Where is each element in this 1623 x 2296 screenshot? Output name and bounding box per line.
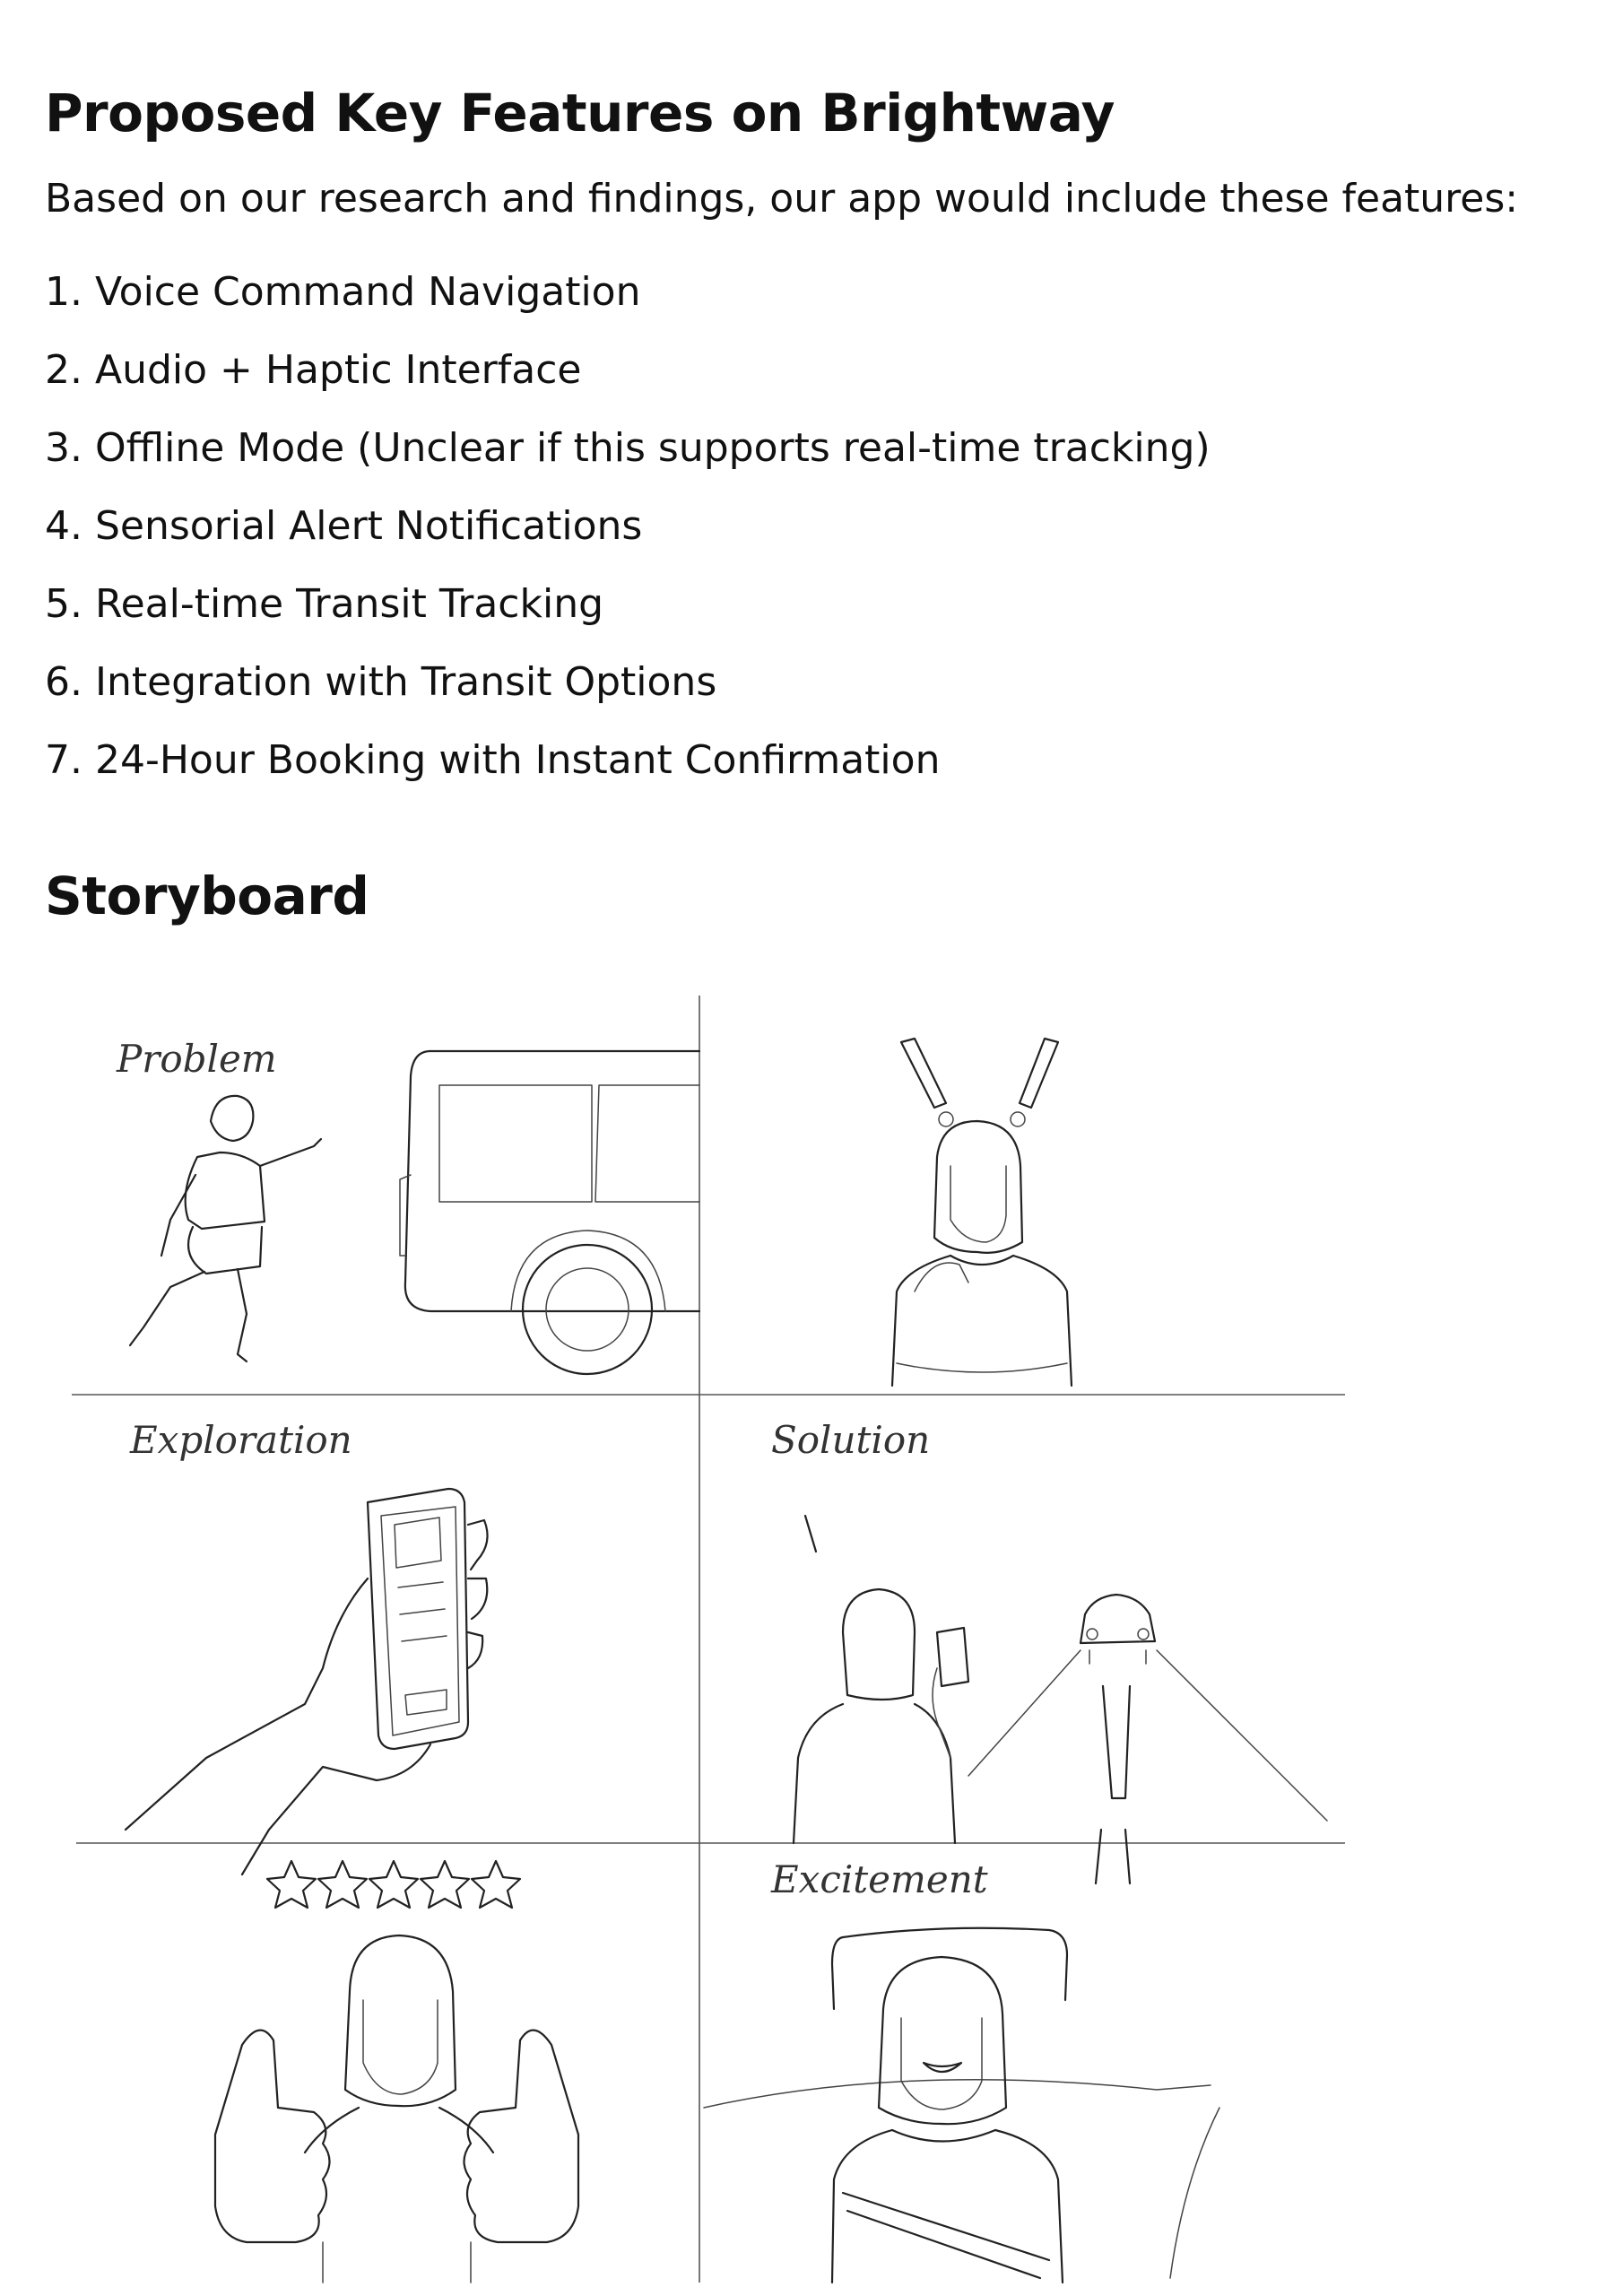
feature-item: 6. Integration with Transit Options (45, 659, 717, 705)
rating-star-icon (369, 1861, 418, 1908)
panel-problem (116, 1037, 699, 1374)
rating-star-icon (472, 1861, 520, 1908)
feature-item: 3. Offline Mode (Unclear if this supports real-time tracking) (45, 425, 1211, 471)
panel-label-exploration: Exploration (130, 1418, 352, 1462)
rating-star-icon (318, 1861, 367, 1908)
page-title: Proposed Key Features on Brightway (45, 83, 1115, 144)
storyboard-drawing (54, 987, 1363, 2287)
person-thinking-sketch (892, 1121, 1072, 1386)
feature-item: 2. Audio + Haptic Interface (45, 347, 582, 393)
feature-item: 5. Real-time Transit Tracking (45, 581, 604, 627)
panel-label-solution: Solution (771, 1418, 931, 1462)
rating-stars (267, 1861, 520, 1908)
phone-in-hand-sketch (126, 1489, 488, 1874)
bus-sketch (400, 1051, 699, 1374)
alert-markers-sketch (901, 1039, 1058, 1126)
storyboard-heading: Storyboard (45, 865, 369, 926)
running-person-sketch (130, 1096, 321, 1361)
feature-item: 1. Voice Command Navigation (45, 269, 641, 315)
panel-exploration (126, 1418, 488, 1874)
panel-waiting (892, 1039, 1072, 1386)
person-thumbs-up-sketch (215, 1935, 578, 2283)
rating-star-icon (267, 1861, 316, 1908)
rating-star-icon (421, 1861, 469, 1908)
panel-rating (215, 1861, 578, 2283)
person-smiling-sketch (832, 1957, 1063, 2283)
intro-text: Based on our research and findings, our app would include these features: (45, 176, 1519, 222)
panel-label-problem: Problem (117, 1037, 277, 1081)
panel-excitement (704, 1857, 1219, 2283)
road-and-car-sketch (968, 1595, 1327, 1883)
person-with-phone-sketch (794, 1589, 968, 1843)
feature-item: 4. Sensorial Alert Notifications (45, 503, 643, 549)
storyboard-sketch (54, 987, 1363, 2287)
feature-list (45, 253, 1211, 799)
feature-item: 7. 24-Hour Booking with Instant Confirmation (45, 737, 941, 783)
car-interior-sketch (704, 1928, 1219, 2278)
panel-solution (771, 1418, 1327, 1883)
panel-label-excitement: Excitement (771, 1857, 988, 1901)
tick-mark-sketch (805, 1516, 816, 1552)
